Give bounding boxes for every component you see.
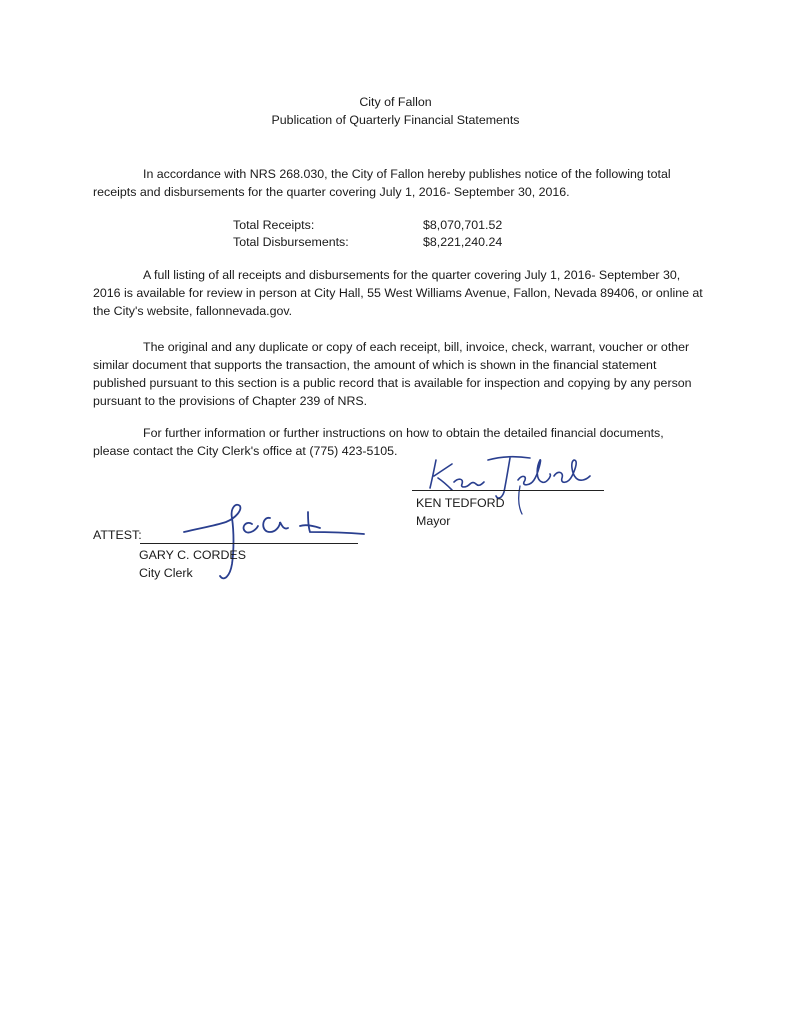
receipts-value: $8,070,701.52 — [423, 218, 503, 232]
city-name: City of Fallon — [359, 95, 432, 109]
clerk-name: GARY C. CORDES — [139, 548, 246, 562]
mayor-name: KEN TEDFORD — [416, 496, 505, 510]
mayor-signature-line — [412, 490, 604, 491]
document-title: Publication of Quarterly Financial Statements — [271, 113, 520, 127]
contact-paragraph: For further information or further instructions on how to obtain the detailed financial documents, please contact the City Clerk's office at (775) 423-5105. — [93, 426, 664, 458]
disbursements-value: $8,221,240.24 — [423, 235, 503, 249]
clerk-block — [139, 546, 246, 582]
clerk-title: City Clerk — [139, 566, 193, 580]
receipts-row — [233, 217, 543, 234]
receipts-label: Total Receipts: — [233, 218, 315, 232]
attest-label: ATTEST: — [93, 528, 142, 542]
document-header — [0, 93, 791, 129]
disbursements-label: Total Disbursements: — [233, 235, 349, 249]
mayor-title: Mayor — [416, 514, 451, 528]
intro-paragraph: In accordance with NRS 268.030, the City of Fallon hereby publishes notice of the following total receipts and disbursements for the quarter covering July 1, 2016- September 30, 2016. — [93, 167, 671, 199]
attest-signature-line — [140, 543, 358, 544]
mayor-block — [416, 494, 505, 530]
public-record-paragraph: The original and any duplicate or copy of each receipt, bill, invoice, check, warrant, voucher or other similar document that supports the transaction, the amount of which is shown in the financial statement published pursuant to this section is a public record that is available for inspection and copying by any person pursuant to the provisions of Chapter 239 of NRS. — [93, 340, 692, 408]
totals-table — [233, 217, 543, 251]
listing-paragraph: A full listing of all receipts and disbursements for the quarter covering July 1, 2016- September 30, 2016 is available for review in person at City Hall, 55 West Williams Avenue, Fallon, Nevada 89406, or online at the City's website, fallonnevada.gov. — [93, 268, 703, 318]
disbursements-row — [233, 234, 543, 251]
